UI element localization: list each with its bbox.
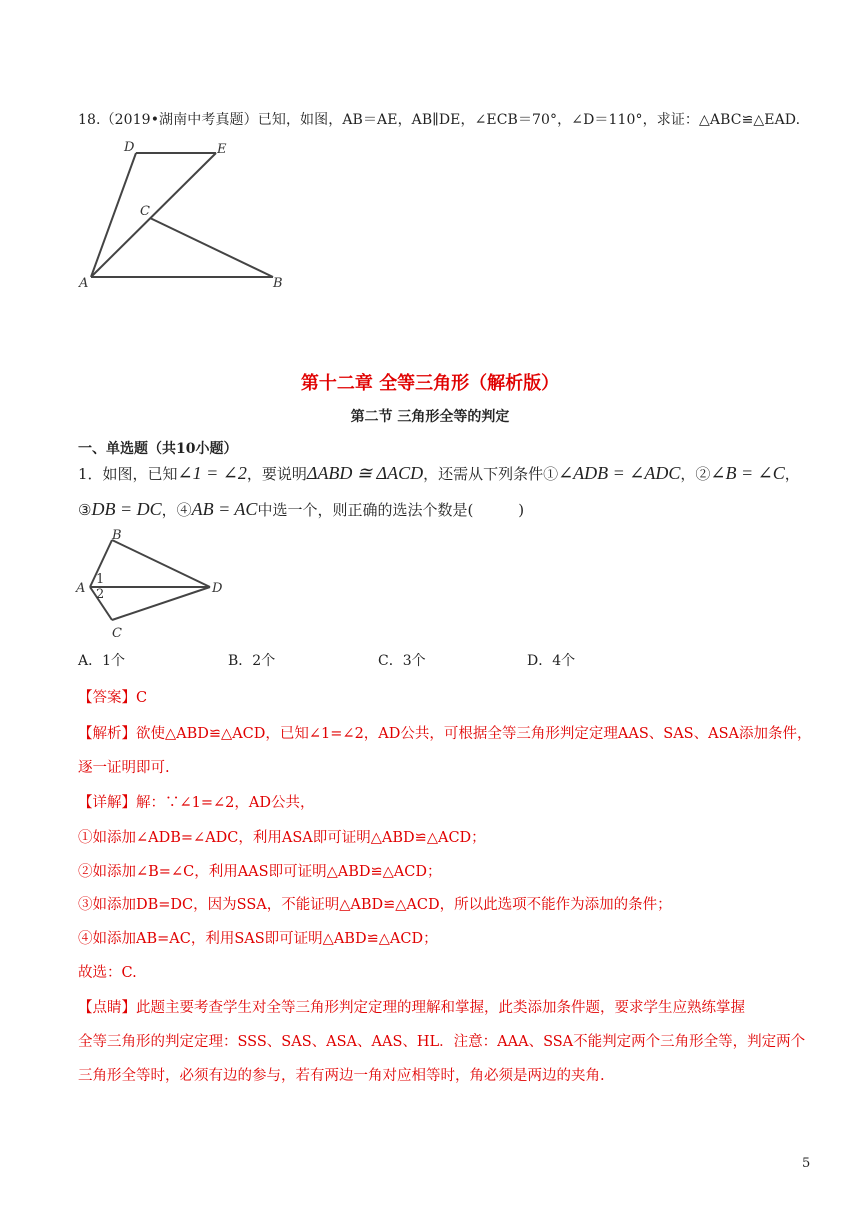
q1-label-two: 2 <box>96 587 105 602</box>
question-1-line-1 <box>78 463 800 484</box>
part-title: 一、单选题（共10小题） <box>78 441 238 457</box>
q18-label-c: C <box>140 204 150 219</box>
comment-label: 【点睛】 <box>78 1000 136 1016</box>
q1-math-angle-eq: ∠1 = ∠2 <box>177 463 247 483</box>
question-1-figure <box>74 524 234 642</box>
comment-line-2: 全等三角形的判定定理：SSS、SAS、ASA、AAS、HL．注意：AAA、SSA不能判定两个三角形全等，判定两个 <box>78 1034 806 1050</box>
q1-text-h: 中选一个，则正确的选法个数是 <box>257 501 468 519</box>
analysis-line-1 <box>78 722 811 743</box>
detail-line-head <box>78 791 315 812</box>
page-number: 5 <box>802 1156 811 1171</box>
q1-math-condition-3: DB = DC <box>91 499 162 519</box>
comment-line-3: 三角形全等时，必须有边的参与，若有两边一角对应相等时，角必须是两边的夹角. <box>78 1068 605 1084</box>
section-title: 第二节 三角形全等的判定 <box>350 409 510 425</box>
q1-math-congruent: ΔABD ≅ ΔACD <box>306 463 424 483</box>
detail-label: 【详解】 <box>78 795 136 811</box>
detail-step-4: ④如添加AB=AC，利用SAS即可证明△ABD≌△ACD； <box>78 931 438 947</box>
q1-option-a[interactable]: A．1个 <box>78 653 126 669</box>
q1-text-b: ，要说明 <box>246 465 307 483</box>
q18-label-b: B <box>273 276 283 291</box>
analysis-label: 【解析】 <box>78 726 136 742</box>
q18-label-a: A <box>79 276 89 291</box>
detail-step-1: ①如添加∠ADB=∠ADC，利用ASA即可证明△ABD≌△ACD； <box>78 830 486 846</box>
q1-option-d[interactable]: D．4个 <box>527 653 576 669</box>
answer-line <box>78 686 147 707</box>
q1-option-c[interactable]: C．3个 <box>378 653 426 669</box>
detail-head: 解：∵∠1=∠2，AD公共， <box>136 795 315 811</box>
q18-label-e: E <box>217 142 227 157</box>
question-18-text: 18.（2019•湖南中考真题）已知，如图，AB＝AE，AB∥DE，∠ECB＝70°，∠D＝110°，求证：△ABC≌△EAD. <box>78 112 801 128</box>
q1-text-g: ，④ <box>161 501 192 519</box>
comment-line-1 <box>78 996 745 1017</box>
q1-label-one: 1 <box>96 572 105 587</box>
chapter-title: 第十二章 全等三角形（解析版） <box>300 373 560 394</box>
comment-text-1: 此题主要考查学生对全等三角形判定定理的理解和掌握，此类添加条件题，要求学生应熟练掌握 <box>136 1000 745 1016</box>
analysis-line-2: 逐一证明即可. <box>78 760 170 776</box>
q1-math-condition-4: AB = AC <box>191 499 258 519</box>
question-18-figure <box>74 134 294 296</box>
q1-text-a: 1．如图，已知 <box>78 465 178 483</box>
q1-label-d: D <box>212 581 223 596</box>
analysis-text-1: 欲使△ABD≌△ACD，已知∠1=∠2，AD公共，可根据全等三角形判定定理AAS、SAS、ASA添加条件， <box>136 726 812 742</box>
question-1-line-2 <box>78 499 524 520</box>
q18-label-d: D <box>124 140 135 155</box>
q1-math-condition-2: ∠B = ∠C <box>710 463 785 483</box>
detail-conclusion: 故选：C. <box>78 965 137 981</box>
q1-text-c: ，还需从下列条件① <box>423 465 559 483</box>
q1-math-condition-1: ∠ADB = ∠ADC <box>558 463 681 483</box>
answer-label: 【答案】 <box>78 690 136 706</box>
detail-step-2: ②如添加∠B=∠C，利用AAS即可证明△ABD≌△ACD； <box>78 864 442 880</box>
q1-option-b[interactable]: B．2个 <box>228 653 276 669</box>
q1-label-b: B <box>112 528 122 543</box>
q1-answer-paren: ( ) <box>467 501 525 519</box>
answer-value: C <box>136 690 148 706</box>
q1-text-f: ③ <box>78 501 92 519</box>
detail-step-3: ③如添加DB=DC，因为SSA，不能证明△ABD≌△ACD，所以此选项不能作为添加的条件； <box>78 897 672 913</box>
q1-text-e: ， <box>784 465 800 483</box>
q1-text-d: ，② <box>680 465 711 483</box>
q1-label-a: A <box>76 581 86 596</box>
q1-label-c: C <box>112 626 122 641</box>
